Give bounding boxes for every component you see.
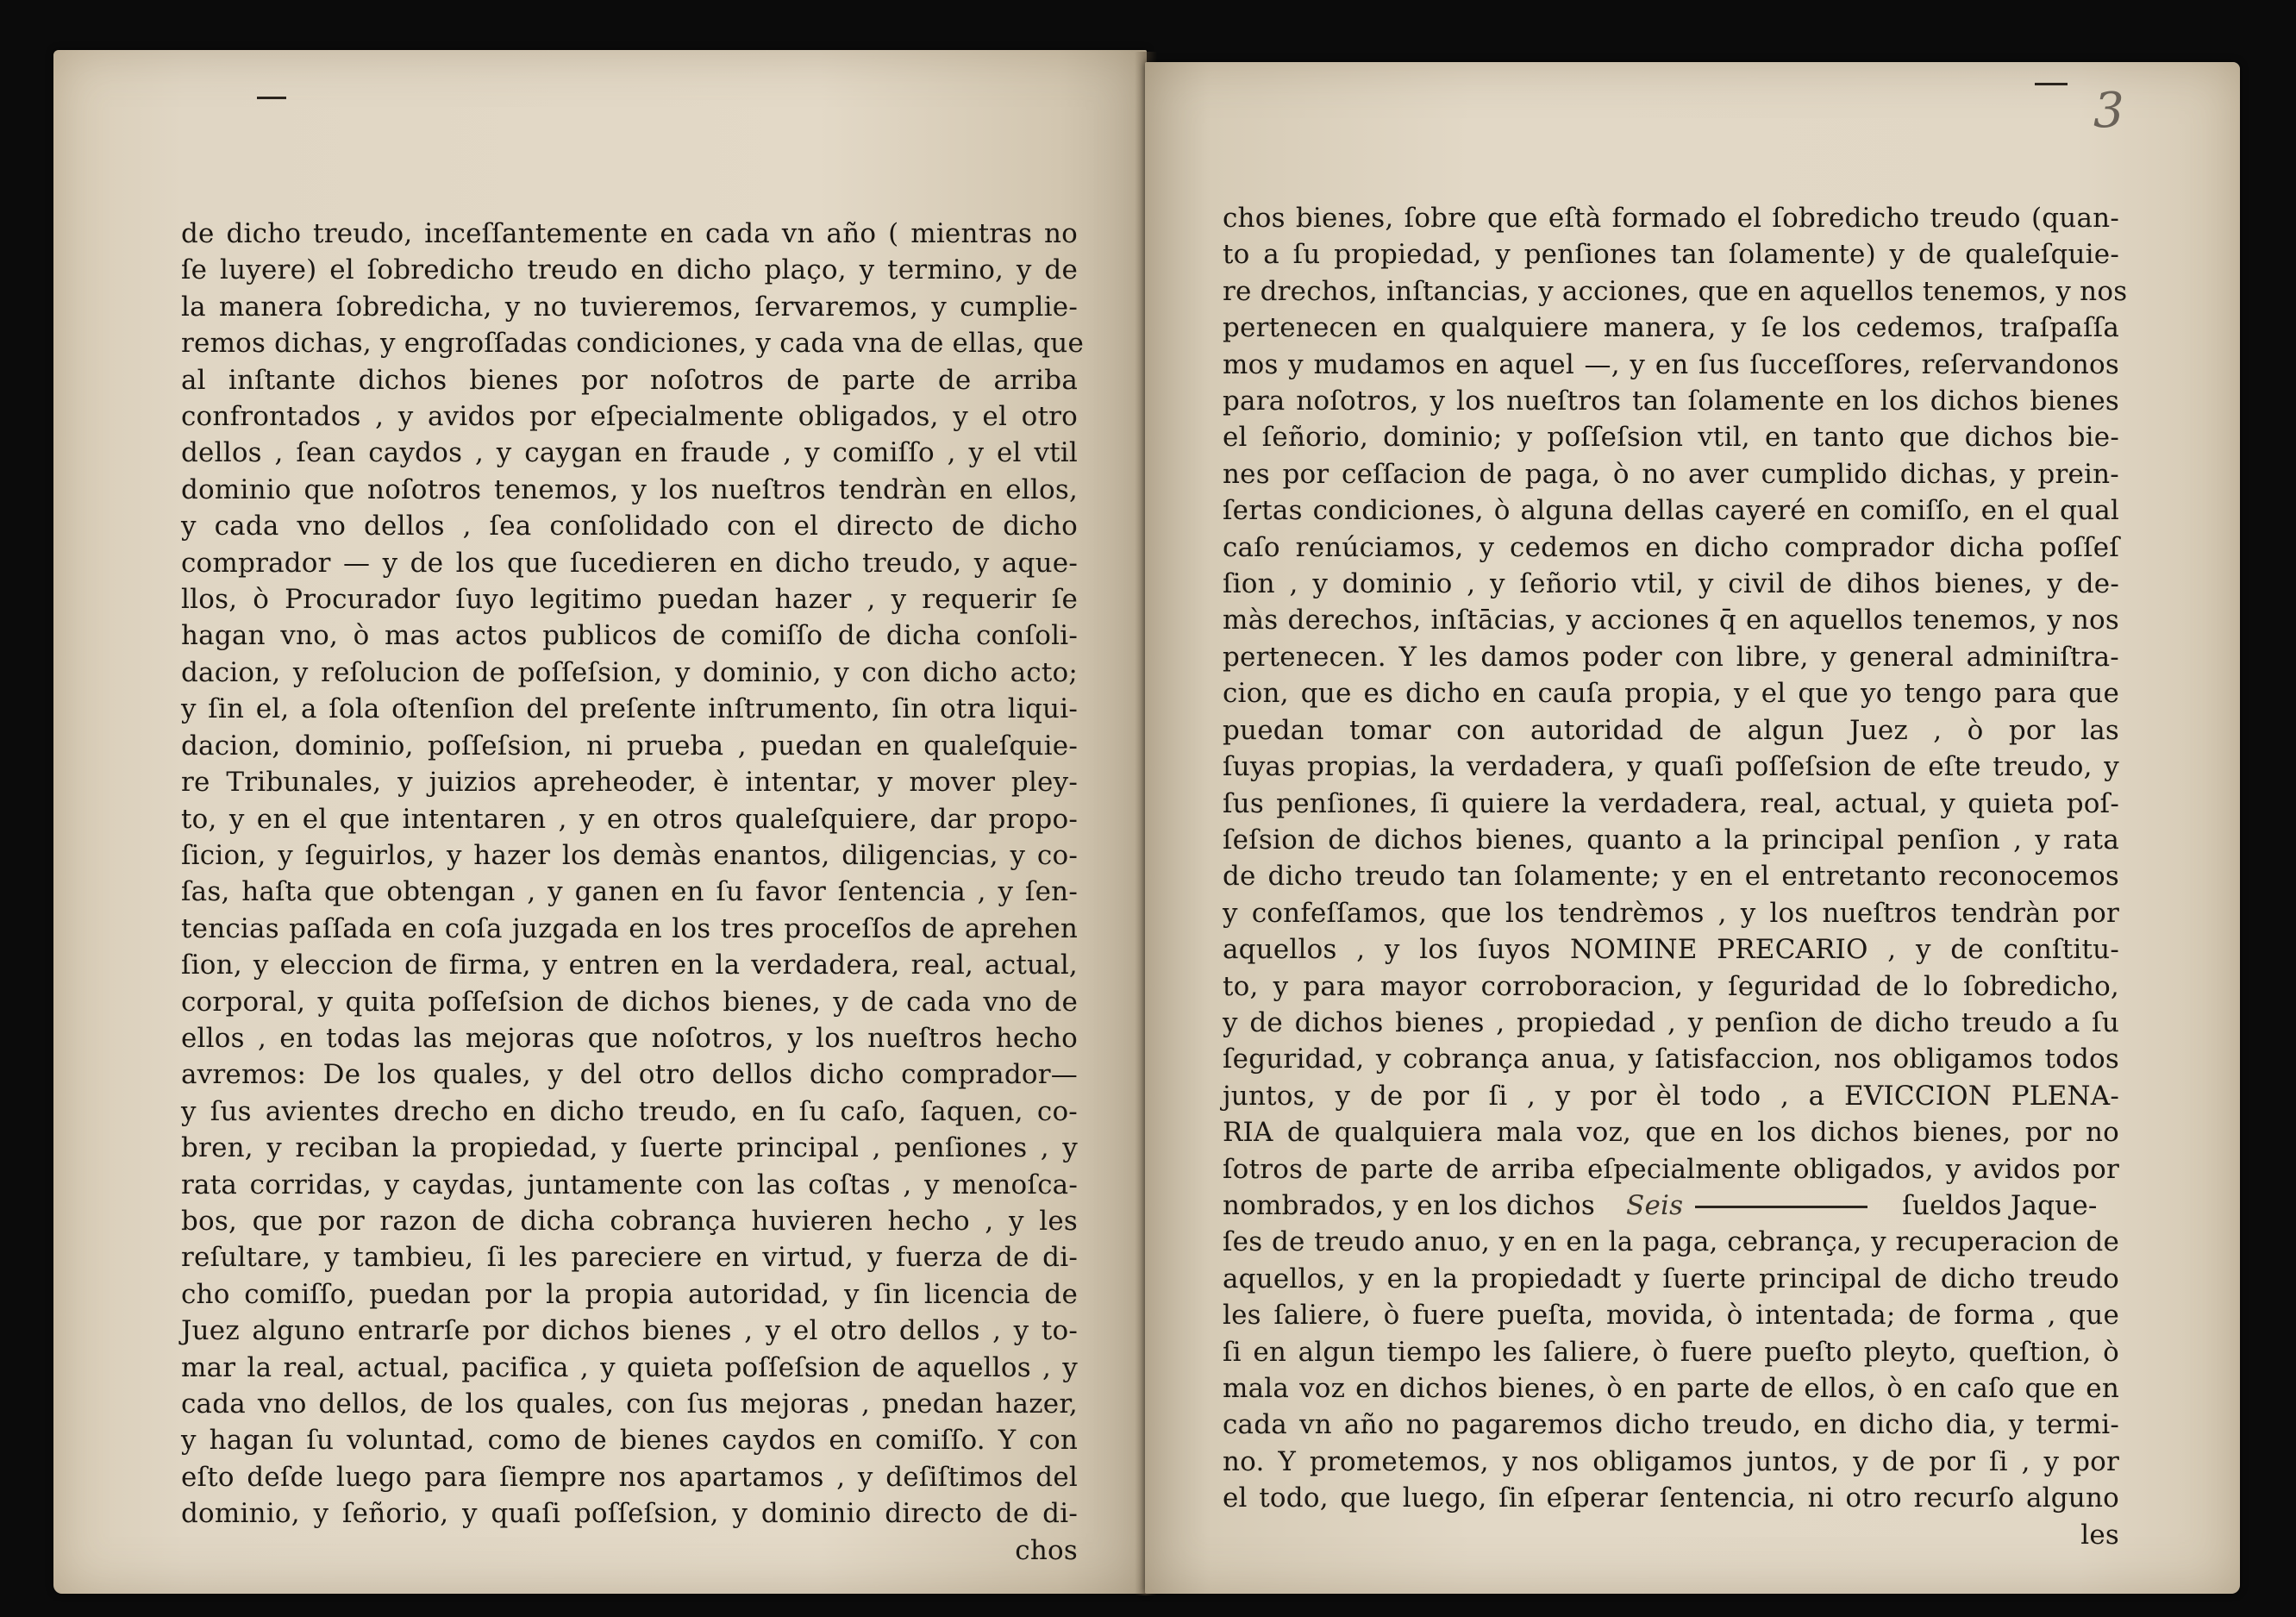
left-page-line: corporal, y quita poſſeſsion de dichos bienes, y de cada vno de — [181, 986, 1078, 1018]
left-page-line: ſicion, y ſeguirlos, y hazer los demàs enantos, diligencias, y co- — [181, 839, 1078, 871]
right-page-line: y de dichos bienes , propiedad , y penſion de dicho treudo a ſu — [1223, 1006, 2119, 1038]
right-page-line: ſus penſiones, ſi quiere la verdadera, real, actual, y quieta poſ- — [1223, 787, 2119, 819]
left-page-line: comprador — y de los que ſucedieren en dicho treudo, y aque- — [181, 547, 1078, 579]
left-page-line: cada vno dellos, de los quales, con ſus mejoras , pnedan hazer, — [181, 1388, 1078, 1420]
right-page-line-text: nombrados, y en los dichos — [1223, 1189, 1596, 1221]
top-mark-right — [2035, 83, 2068, 85]
left-page-line: bos, que por razon de dicha cobrança huvieren hecho , y les — [181, 1205, 1078, 1237]
right-page-line: aquellos , y los ſuyos NOMINE PRECARIO , y de conſtitu- — [1223, 934, 2119, 966]
right-page-line: re drechos, inſtancias, y acciones, que en aquellos tenemos, y nos — [1223, 275, 2128, 307]
left-page-line: dacion, y reſolucion de poſſeſsion, y dominio, y con dicho acto; — [181, 656, 1078, 688]
right-page-line: el ſeñorio, dominio; y poſſeſsion vtil, en tanto que dichos bie- — [1223, 422, 2119, 454]
left-page-line: bren, y reciban la propiedad, y ſuerte principal , penſiones , y — [181, 1132, 1078, 1164]
right-page-line: to, y para mayor corroboracion, y ſeguridad de lo ſobredicho, — [1223, 970, 2119, 1002]
left-page-line: dellos , ſean caydos , y caygan en fraude , y comiſſo , y el vtil — [181, 437, 1078, 469]
left-page-line: ſion, y eleccion de firma, y entren en la verdadera, real, actual, — [181, 950, 1078, 981]
right-page-line: no. Y prometemos, y nos obligamos juntos, y de por ſi , y por — [1223, 1445, 2119, 1477]
right-page-line: mos y mudamos en aquel —, y en ſus ſucceſſores, reſervandonos — [1223, 348, 2119, 380]
left-page-line: dacion, dominio, poſſeſsion, ni prueba , puedan en qualeſquie- — [181, 730, 1078, 761]
left-page-line: y cada vno dellos , ſea conſolidado con el directo de dicho — [181, 511, 1078, 542]
left-page-line: to, y en el que intentaren , y en otros qualeſquiere, dar propo- — [181, 803, 1078, 835]
right-page-line: ſion , y dominio , y ſeñorio vtil, y civil de dihos bienes, y de- — [1223, 568, 2119, 600]
right-page-line: chos bienes, ſobre que eſtà formado el ſobredicho treudo (quan- — [1223, 203, 2119, 234]
left-page-line: confrontados , y avidos por eſpecialmente obligados, y el otro — [181, 401, 1078, 433]
right-page-line: les — [2080, 1519, 2119, 1551]
right-page-line: ſes de treudo anuo, y en en la paga, cebrança, y recuperacion de — [1223, 1226, 2119, 1258]
right-page-line: les ſaliere, ò fuere pueſta, movida, ò intentada; de forma , que — [1223, 1300, 2119, 1332]
right-page-line: màs derechos, inſtācias, y acciones q̄ en aquellos tenemos, y nos — [1223, 605, 2119, 636]
left-page-line: eſto deſde luego para ſiempre nos apartamos , y deſiſtimos del — [181, 1461, 1078, 1493]
left-page-line: Juez alguno entrarſe por dichos bienes , y el otro dellos , y to- — [181, 1315, 1078, 1347]
left-page-line: la manera ſobredicha, y no tuvieremos, ſervaremos, y cumplie- — [181, 291, 1078, 323]
right-page-line: ſertas condiciones, ò alguna dellas cayeré en comiſſo, en el qual — [1223, 495, 2119, 527]
right-page-line: to a ſu propiedad, y penſiones tan ſolamente) y de qualeſquie- — [1223, 239, 2119, 271]
right-page-line: RIA de qualquiera mala voz, que en los dichos bienes, por no — [1223, 1117, 2119, 1149]
folio-number: 3 — [2093, 83, 2124, 139]
right-page-line: puedan tomar con autoridad de algun Juez , ò por las — [1223, 714, 2119, 746]
right-page-line: ſotros de parte de arriba eſpecialmente obligados, y avidos por — [1223, 1153, 2119, 1185]
right-page-line: caſo renúciamos, y cedemos en dicho comprador dicha poſſeſ — [1223, 531, 2119, 563]
right-page-line: de dicho treudo tan ſolamente; y en el entretanto reconocemos — [1223, 861, 2119, 893]
left-page-line: al inſtante dichos bienes por noſotros de parte de arriba — [181, 364, 1078, 396]
handwritten-amount: Seis — [1626, 1189, 1684, 1221]
left-page-line: y ſus avientes drecho en dicho treudo, en ſu caſo, ſaquen, co- — [181, 1095, 1078, 1127]
right-page-line: juntos, y de por ſi , y por èl todo , a EVICCION PLENA- — [1223, 1080, 2119, 1112]
left-page-line: dominio, y ſeñorio, y quaſi poſſeſsion, y dominio directo de di- — [181, 1498, 1078, 1530]
right-page-line: ſi en algun tiempo les ſaliere, ò fuere pueſto pleyto, queſtion, ò — [1223, 1336, 2119, 1368]
left-page-line: y ſin el, a ſola oſtenſion del preſente inſtrumento, ſin otra liqui- — [181, 693, 1078, 725]
right-page-line: aquellos, y en la propiedadt y ſuerte principal de dicho treudo — [1223, 1263, 2119, 1294]
right-page-line: pertenecen en qualquiere manera, y ſe los cedemos, traſpaſſa — [1223, 312, 2119, 344]
left-page-line: reſultare, y tambieu, ſi les pareciere en virtud, y fuerza de di- — [181, 1242, 1078, 1274]
left-page-line: remos dichas, y engroſſadas condiciones, y cada vna de ellas, que — [181, 328, 1084, 360]
left-page-line: ſe luyere) el ſobredicho treudo en dicho plaço, y termino, y de — [181, 254, 1078, 286]
left-page-line: de dicho treudo, inceſſantemente en cada vn año ( mientras no — [181, 218, 1078, 249]
right-page-line: mala voz en dichos bienes, ò en parte de ellos, ò en caſo que en — [1223, 1373, 2119, 1404]
right-page-line-tail: ſueldos Jaque- — [1902, 1189, 2098, 1221]
right-page-line: y confeſſamos, que los tendrèmos , y los nueſtros tendràn por — [1223, 897, 2119, 929]
left-page-line: re Tribunales, y juizios apreheoder, è intentar, y mover pley- — [181, 767, 1078, 799]
left-page-line: dominio que noſotros tenemos, y los nueſtros tendràn en ellos, — [181, 473, 1078, 505]
top-mark — [257, 97, 286, 99]
left-page-line: avremos: De los quales, y del otro dellos dicho comprador— — [181, 1059, 1078, 1091]
right-page-text — [1223, 200, 2128, 1553]
left-page-line: cho comiſſo, puedan por la propia autoridad, y ſin licencia de — [181, 1278, 1078, 1310]
right-page-line: ſeguridad, y cobrança anua, y ſatisfaccion, nos obligamos todos — [1223, 1044, 2119, 1075]
left-page-line: llos, ò Procurador ſuyo legitimo puedan hazer , y requerir ſe — [181, 584, 1078, 616]
right-page-line: pertenecen. Y les damos poder con libre, y general adminiſtra- — [1223, 641, 2119, 673]
left-page-line: mar la real, actual, pacifica , y quieta poſſeſsion de aquellos , y — [181, 1351, 1078, 1383]
left-page-line: ellos , en todas las mejoras que noſotros, y los nueſtros hecho — [181, 1022, 1078, 1054]
right-page-line: ſuyas propias, la verdadera, y quaſi poſſeſsion de eſte treudo, y — [1223, 751, 2119, 783]
left-page-line: tencias paſſada en coſa juzgada en los tres proceſſos de aprehen — [181, 912, 1078, 944]
right-page-line: cada vn año no pagaremos dicho treudo, en dicho dia, y termi- — [1223, 1409, 2119, 1441]
right-page-line: nes por ceſſacion de paga, ò no aver cumplido dichas, y prein- — [1223, 458, 2119, 490]
right-page-line — [1223, 1188, 2119, 1224]
right-page-line: cion, que es dicho en cauſa propia, y el que yo tengo para que — [1223, 678, 2119, 710]
right-page-line: para noſotros, y los nueſtros tan ſolamente en los dichos bienes — [1223, 385, 2119, 417]
left-page-line: rata corridas, y caydas, juntamente con las coſtas , y menoſca- — [181, 1169, 1078, 1200]
right-page-line: ſeſsion de dichos bienes, quanto a la principal penſion , y rata — [1223, 824, 2119, 856]
left-page-text — [181, 216, 1084, 1569]
left-page-line: ſas, haſta que obtengan , y ganen en ſu favor ſentencia , y ſen- — [181, 876, 1078, 908]
left-page-line: hagan vno, ò mas actos publicos de comiſſo de dicha conſoli- — [181, 620, 1078, 652]
left-page-line: chos — [1015, 1534, 1078, 1566]
right-page-line: el todo, que luego, ſin eſperar ſentencia, ni otro recurſo alguno — [1223, 1482, 2119, 1514]
left-page-line: y hagan ſu voluntad, como de bienes caydos en comiſſo. Y con — [181, 1425, 1078, 1457]
blank-rule — [1695, 1206, 1867, 1208]
